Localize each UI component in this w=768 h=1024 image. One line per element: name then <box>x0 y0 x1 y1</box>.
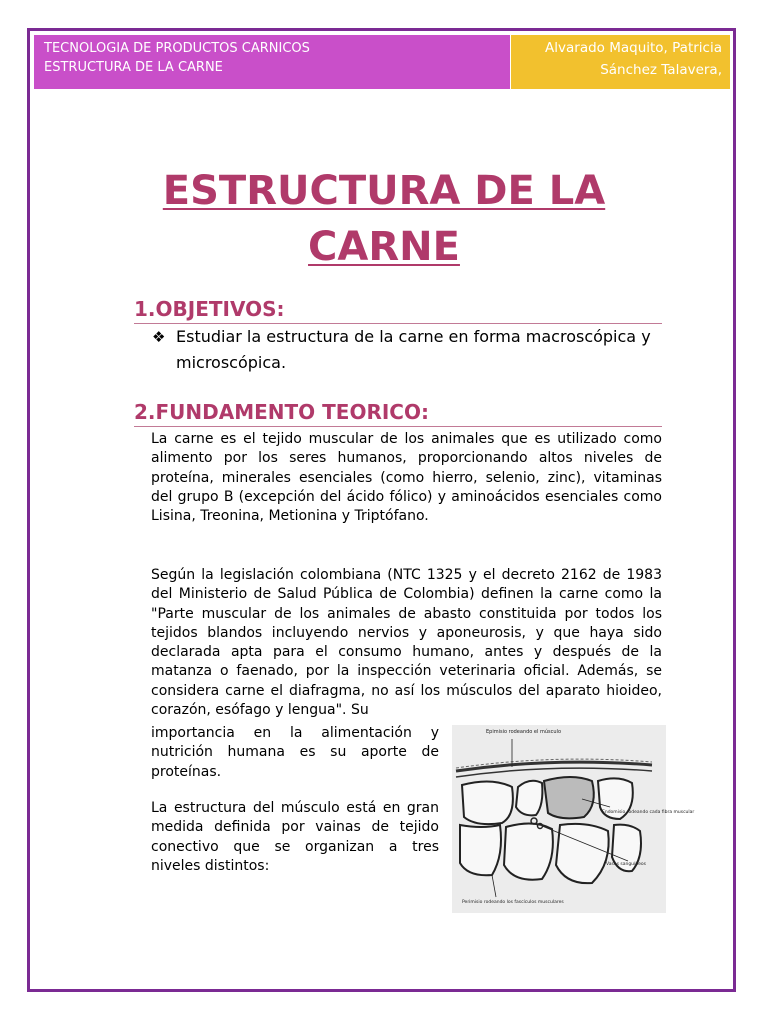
section-heading-fundamento: 2.FUNDAMENTO TEORICO: <box>134 399 662 427</box>
objective-text: Estudiar la estructura de la carne en forma macroscópica y microscópica. <box>176 327 651 372</box>
objective-item <box>152 324 652 376</box>
header-author-line1: Alvarado Maquito, Patricia <box>545 40 722 56</box>
figure-label-perimisio: Perimisio rodeando los fascículos musculares <box>462 900 564 905</box>
header-author-line2: Sánchez Talavera, <box>600 62 722 78</box>
paragraph-2-continued: importancia en la alimentación y nutrición humana es su aporte de proteínas. <box>151 725 439 780</box>
header-course-line1: TECNOLOGIA DE PRODUCTOS CARNICOS <box>44 41 310 56</box>
paragraph-1: La carne es el tejido muscular de los animales que es utilizado como alimento por los seres humanos, proporcionando altos niveles de proteína, minerales esenciales (como hierro, selenio, zinc), vitaminas del grupo B (excepción del ácido fólico) y aminoácidos esenciales como Lisina, Treonina, Metionina y Triptófano. <box>151 431 662 525</box>
header-authors <box>511 35 730 89</box>
diamond-bullet-icon: ❖ <box>152 328 166 346</box>
figure-label-epimisio: Epimisio rodeando el músculo <box>486 729 561 735</box>
document-title-line2: CARNE <box>308 224 460 270</box>
document-title <box>100 163 668 275</box>
header-course <box>34 35 510 89</box>
section-heading-objetivos: 1.OBJETIVOS: <box>134 296 662 324</box>
header-course-line2: ESTRUCTURA DE LA CARNE <box>44 60 223 75</box>
muscle-structure-diagram <box>452 725 695 913</box>
paragraph-3: La estructura del músculo está en gran medida definida por vainas de tejido conectivo que se organizan a tres niveles distintos: <box>151 800 439 874</box>
figure-label-endomisio: Endomisio rodeando cada fibra muscular <box>602 810 695 815</box>
muscle-structure-figure <box>452 725 695 913</box>
figure-label-vasos: Vasos sanguíneos <box>606 862 646 867</box>
paragraph-2: Según la legislación colombiana (NTC 1325 y el decreto 2162 de 1983 del Ministerio de Salud Pública de Colombia) definen la carne como la "Parte muscular de los animales de abasto constituida por todos los tejidos blandos incluyendo nervios y aponeurosis, y que haya sido declarada apta para el consumo humano, antes y después de la matanza o faenado, por la inspección veterinaria oficial. Además, se considera carne el diafragma, no así los músculos del aparato hioideo, corazón, esófago y lengua". Su <box>151 567 662 719</box>
document-title-line1: ESTRUCTURA DE LA <box>162 168 606 214</box>
